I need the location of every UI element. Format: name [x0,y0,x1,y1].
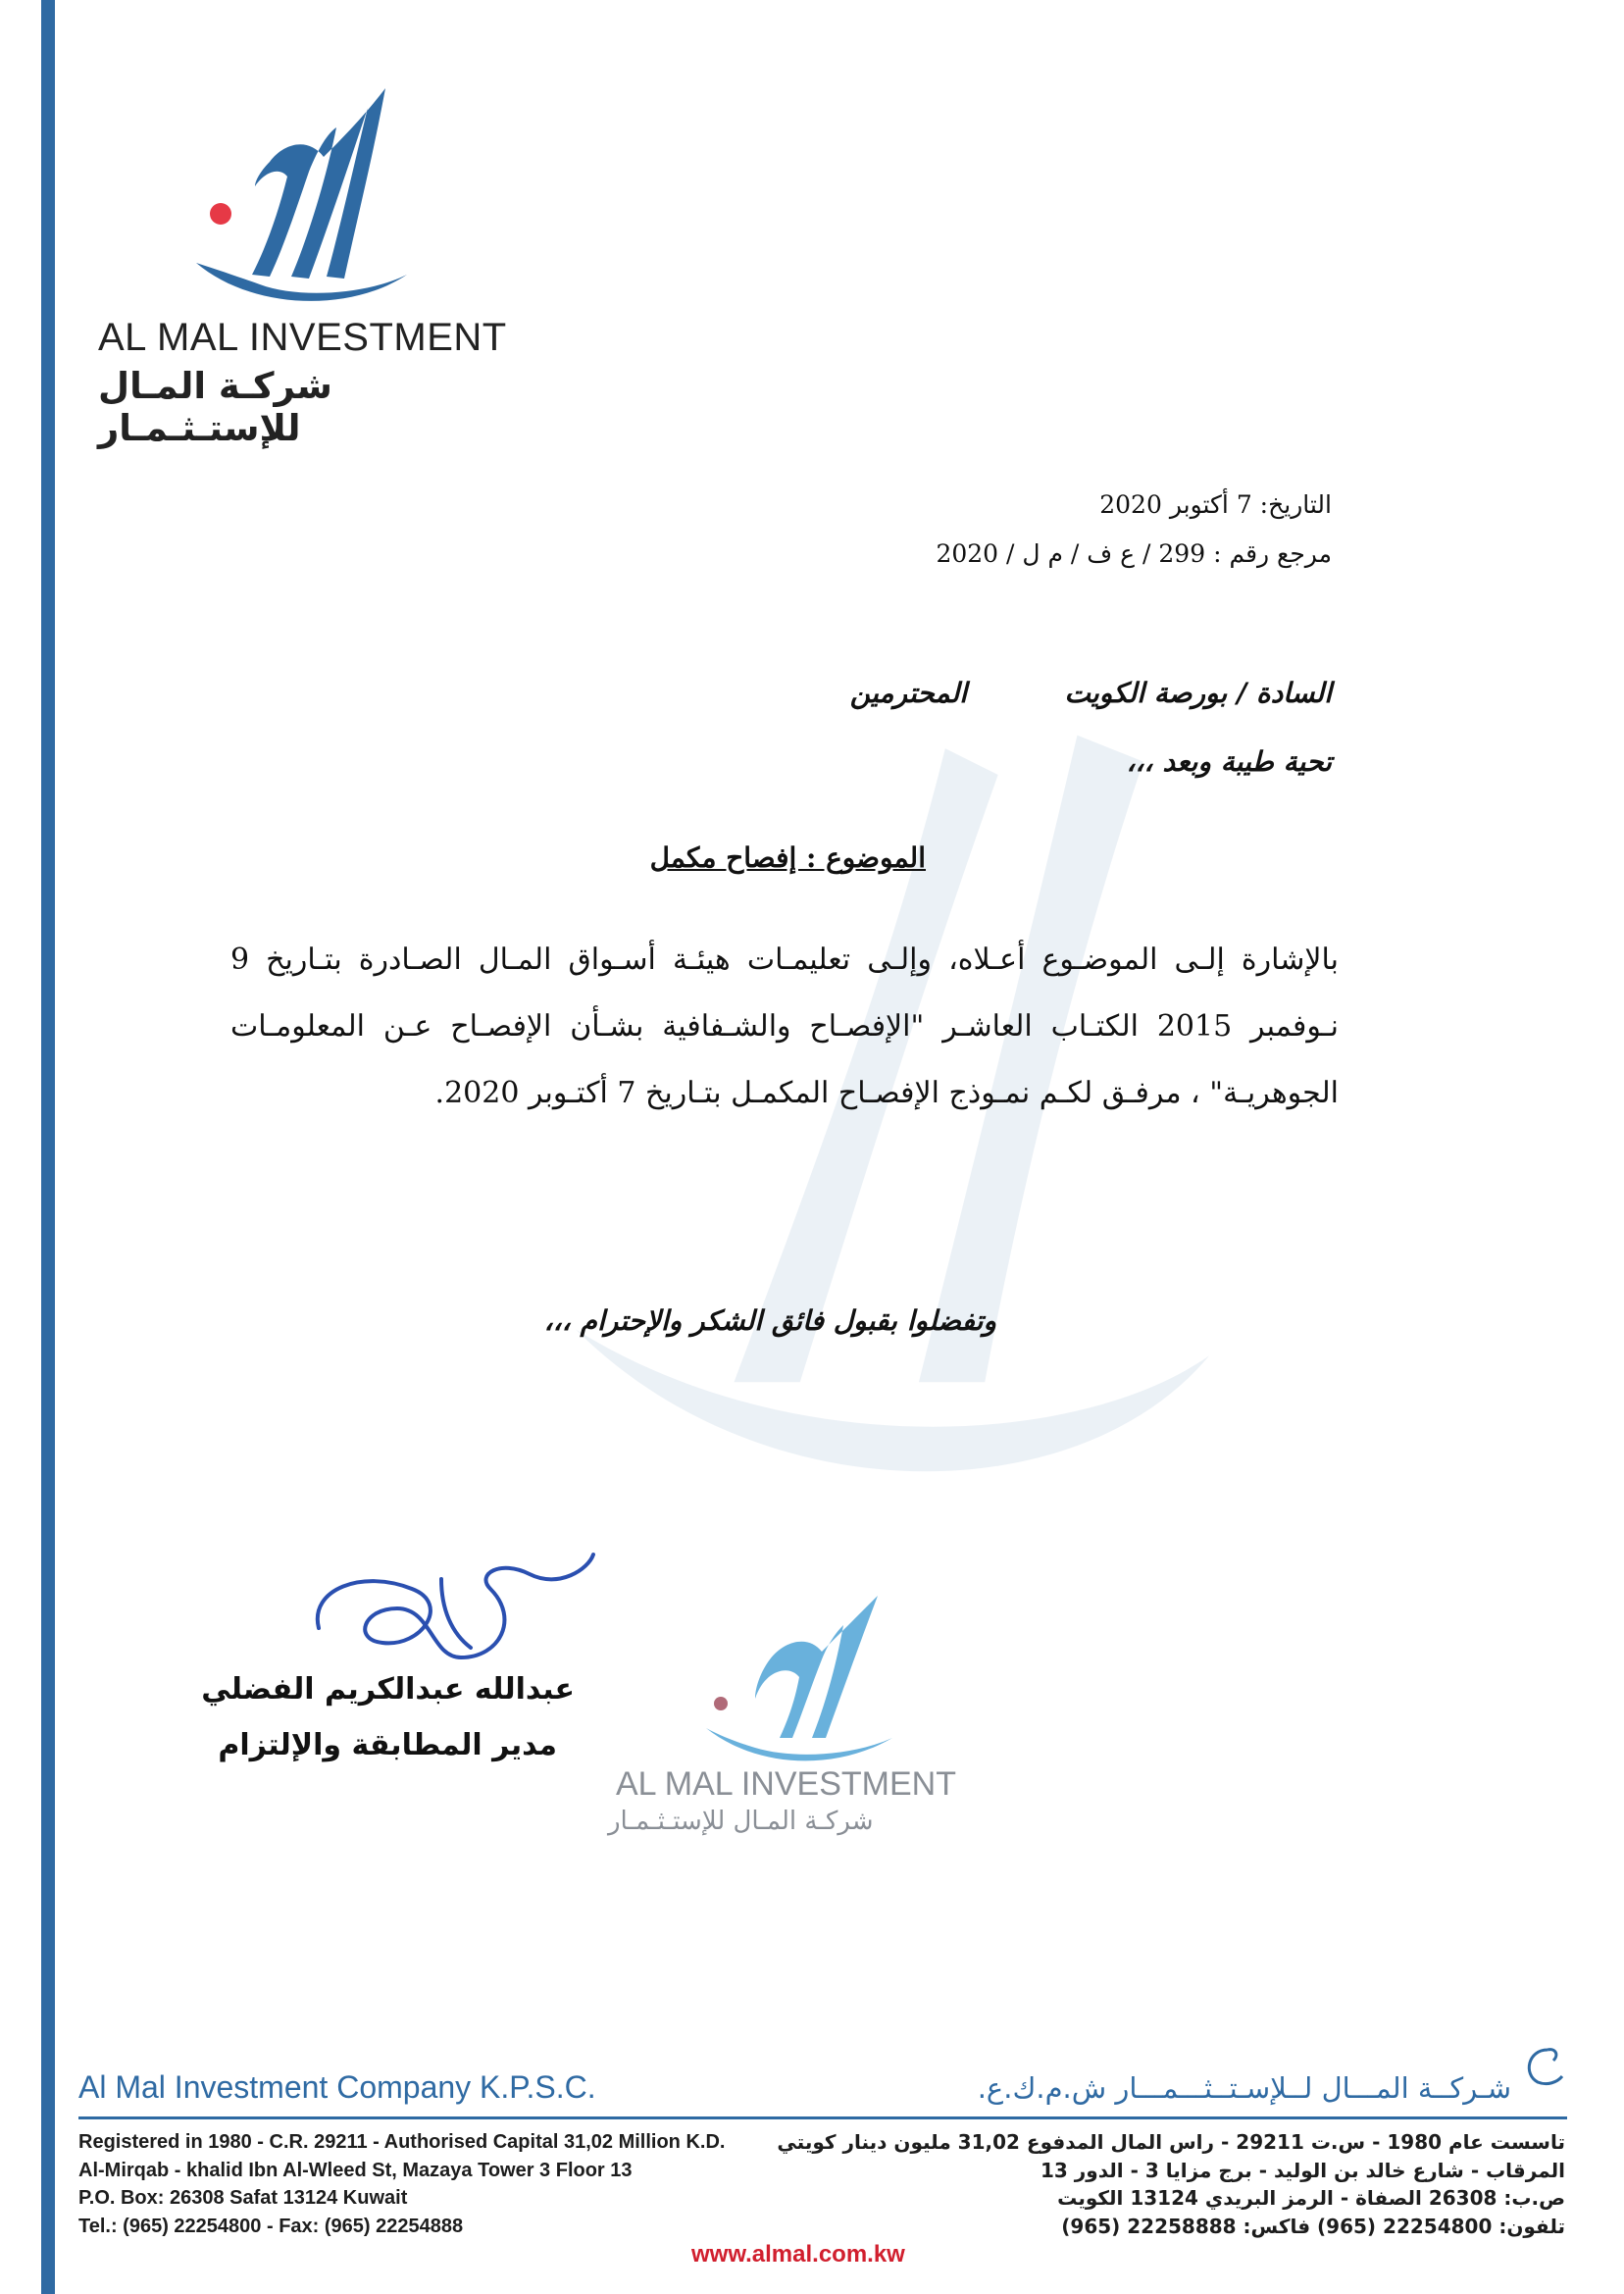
footer-ar-line: تاسست عام 1980 - س.ت 29211 - راس المال المدفوع 31,02 مليون دينار كويتي [777,2130,1565,2154]
left-accent-bar [41,0,55,2294]
footer-company-arabic: شـركــة المـــال لــلإسـتــثـــمـــار ش.م.ك.ع. [977,2071,1511,2105]
stamp-arabic-name: شركـة المـال للإستـثـمـار [608,1807,874,1836]
footer-ar-line: المرقاب - شارع خالد بن الوليد - برج مزايا 3 - الدور 13 [1040,2158,1565,2182]
company-logo-icon [162,88,417,319]
footer-english-details [78,2128,725,2240]
letter-date: التاريخ: 7 أكتوبر 2020 [1099,490,1332,519]
greeting: تحية طيبة وبعد ،،، [1126,745,1332,778]
footer-en-line: Tel.: (965) 22254800 - Fax: (965) 22254888 [78,2215,464,2237]
footer-company-english: Al Mal Investment Company K.P.S.C. [78,2069,596,2105]
footer-en-line: P.O. Box: 26308 Safat 13124 Kuwait [78,2187,408,2209]
footer-ar-line: ص.ب: 26308 الصفاة - الرمز البريدي 13124 الكويت [1057,2186,1565,2210]
subject-line: الموضوع : إفصاح مكمل [649,841,926,874]
logo-english-name: AL MAL INVESTMENT [98,316,507,359]
signatory-title: مدير المطابقة والإلتزام [218,1728,557,1762]
footer-en-line: Registered in 1980 - C.R. 29211 - Authorised Capital 31,02 Million K.D. [78,2131,726,2153]
footer-ar-line: تلفون: 22254800 (965) فاكس: 22258888 (965) [1061,2214,1565,2238]
footer-divider [78,2116,1567,2119]
footer-swoosh-icon [1518,2045,1567,2089]
company-stamp-icon [696,1591,902,1767]
honorific: المحترمين [849,677,967,709]
footer-arabic-details [777,2128,1565,2240]
closing-line: وتفضلوا بقبول فائق الشكر والإحترام ،،، [543,1304,996,1337]
body-paragraph: بالإشارة إلـى الموضـوع أعـلاه، وإلـى تعليمـات هيئـة أسـواق المـال الصـادرة بتـاريخ 9 نـوفمبر 2015 الكتـاب العاشـر "الإفصـاح والشـفافية بشـأن الإفصـاح عـن المعلومـات الجوهريـة" ، مرفـق لكـم نمـوذج الإفصـاح المكمـل بتـاريخ 7 أكتـوبر 2020. [230,943,1339,1110]
footer-en-line: Al-Mirqab - khalid Ibn Al-Wleed St, Mazaya Tower 3 Floor 13 [78,2159,633,2181]
logo-arabic-name: شركـة المـال للإستـثـمـار [98,365,332,449]
handwritten-signature [304,1550,598,1677]
website-link[interactable]: www.almal.com.kw [691,2241,905,2268]
stamp-english-name: AL MAL INVESTMENT [616,1765,956,1803]
signatory-name: عبدالله عبدالكريم الفضلي [201,1672,575,1707]
addressee: السادة / بورصة الكويت [1064,677,1332,709]
reference-number: مرجع رقم : 299 / ع ف / م ل / 2020 [936,539,1332,568]
